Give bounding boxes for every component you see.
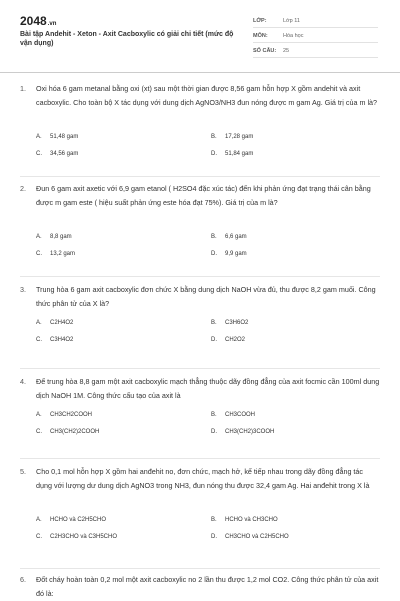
option-text: 8,8 gam <box>50 234 72 240</box>
option-label: A. <box>36 320 42 326</box>
option-label: C. <box>36 337 42 343</box>
option-text: 6,6 gam <box>225 234 247 240</box>
question-number: 6. <box>20 575 26 584</box>
option-label: D. <box>211 534 217 540</box>
option-label: D. <box>211 337 217 343</box>
question-stem: Oxi hóa 6 gam metanal bằng oxi (xt) sau một thời gian được 8,56 gam hỗn hợp X gồm andehit và axit cacboxylic. Cho toàn bộ X tác dụng với dung dịch AgNO3/NH3 đun nóng được m gam Ag. Giá trị của m là? <box>36 84 378 107</box>
option-text: 13,2 gam <box>50 251 76 257</box>
question-number: 4. <box>20 377 26 386</box>
question-stem: Đun 6 gam axit axetic với 6,9 gam etanol ( H2SO4 đặc xúc tác) đến khi phản ứng đạt trạng thái cân bằng được m gam este ( hiệu suất phản ứng este hóa đạt 75%). Giá trị của m là? <box>36 184 371 207</box>
option-label: A. <box>36 134 42 140</box>
question-number: 3. <box>20 285 26 294</box>
site-logo[interactable]: 2048.vn <box>20 14 57 28</box>
question-stem: Cho 0,1 mol hỗn hợp X gồm hai anđehit no, đơn chức, mạch hở, kế tiếp nhau trong dãy đồng đẳng tác dụng với lượng dư dung dịch AgNO3 trong NH3, đun nóng thu được 32,4 gam Ag. Hai anđehit trong X là <box>36 467 370 490</box>
question-number: 5. <box>20 467 26 476</box>
option-label: C. <box>36 534 42 540</box>
page-header <box>0 0 400 68</box>
option-text: CH3COOH <box>225 412 256 418</box>
option-text: C2H3CHO và C3H5CHO <box>50 534 118 540</box>
option-text: 51,48 gam <box>50 134 79 140</box>
option-text: C3H4O2 <box>50 337 74 343</box>
option-label: B. <box>211 412 217 418</box>
question-number: 2. <box>20 184 26 193</box>
option-text: C3H6O2 <box>225 320 249 326</box>
meta-class: LỚP: Lớp 11 <box>253 16 378 28</box>
option-text: HCHO và C2H5CHO <box>50 517 107 523</box>
option-text: CH3(CH2)2COOH <box>50 429 100 435</box>
option-label: A. <box>36 517 42 523</box>
question-divider <box>20 568 380 569</box>
option-label: C. <box>36 151 42 157</box>
option-text: 34,56 gam <box>50 151 79 157</box>
question-divider <box>20 276 380 277</box>
option-label: B. <box>211 134 217 140</box>
option-label: D. <box>211 151 217 157</box>
option-text: CH2O2 <box>225 337 246 343</box>
option-label: D. <box>211 251 217 257</box>
option-label: A. <box>36 412 42 418</box>
option-text: CH3CH2COOH <box>50 412 93 418</box>
question-divider <box>20 368 380 369</box>
question-stem: Đốt cháy hoàn toàn 0,2 mol một axit cacboxylic no 2 lần thu được 1,2 mol CO2. Công thức phân tử của axit đó là: <box>36 575 379 598</box>
option-text: HCHO và CH3CHO <box>225 517 278 523</box>
document-title: Bài tập Andehit - Xeton - Axit Cacboxylic có giải chi tiết (mức độ vận dụng) <box>20 31 234 47</box>
question-number: 1. <box>20 84 26 93</box>
option-text: C2H4O2 <box>50 320 74 326</box>
option-text: CH3CHO và C2H5CHO <box>225 534 289 540</box>
option-label: A. <box>36 234 42 240</box>
meta-subject: MÔN: Hóa học <box>253 31 378 43</box>
option-text: 17,28 gam <box>225 134 254 140</box>
option-label: B. <box>211 517 217 523</box>
meta-question-count: SỐ CÂU: 25 <box>253 46 378 58</box>
option-label: B. <box>211 320 217 326</box>
option-text: CH3(CH2)3COOH <box>225 429 275 435</box>
question-divider <box>20 458 380 459</box>
option-label: D. <box>211 429 217 435</box>
header-divider <box>0 72 400 73</box>
option-label: C. <box>36 251 42 257</box>
option-label: B. <box>211 234 217 240</box>
option-text: 51,84 gam <box>225 151 254 157</box>
option-label: C. <box>36 429 42 435</box>
question-stem: Trung hòa 6 gam axit cacboxylic đơn chức X bằng dung dịch NaOH vừa đủ, thu được 8,2 gam muối. Công thức phân tử của X là? <box>36 285 376 308</box>
option-text: 9,9 gam <box>225 251 247 257</box>
question-divider <box>20 176 380 177</box>
question-stem: Để trung hòa 8,8 gam một axit cacboxylic mạch thẳng thuộc dãy đồng đẳng của axit focmic cần 100ml dung dịch NaOH 1M. Công thức cấu tạo của axit là <box>36 377 380 400</box>
